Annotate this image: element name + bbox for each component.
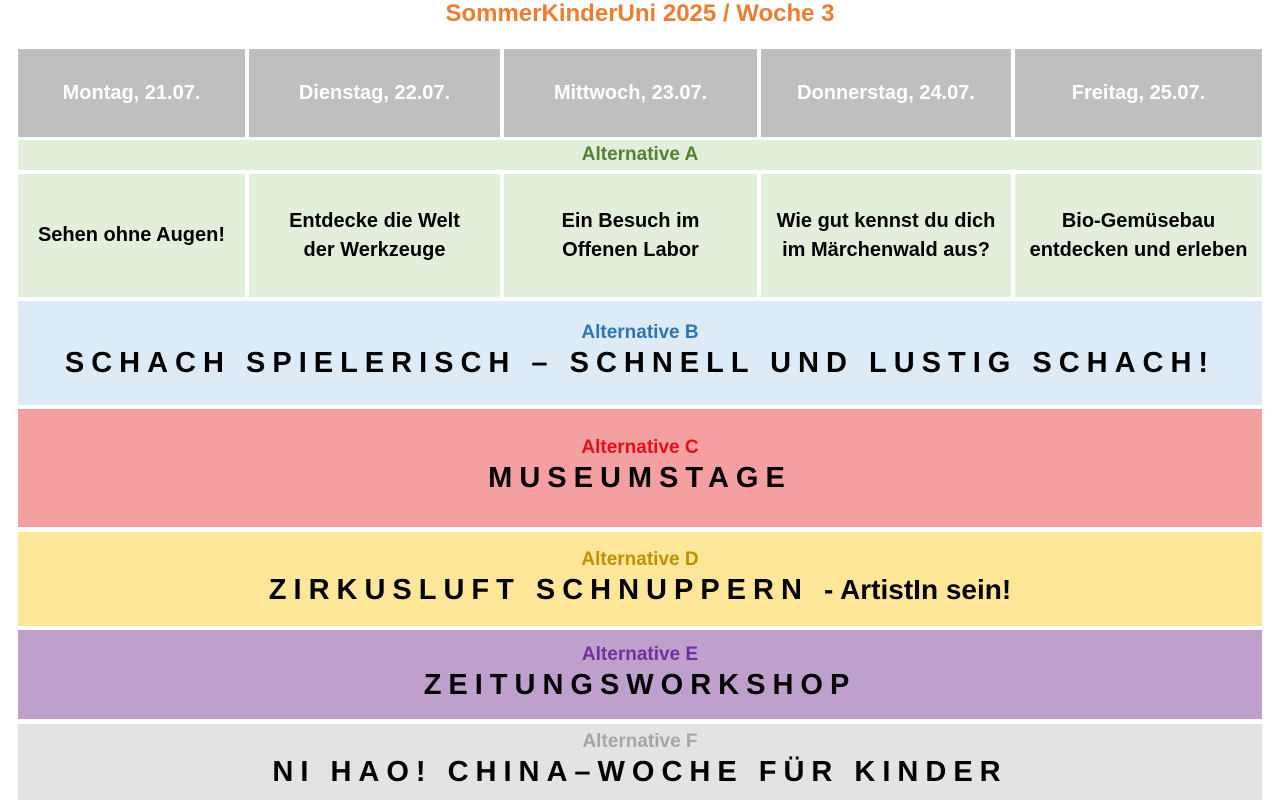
day-header-monday: Montag, 21.07. [18, 49, 249, 137]
day-header-row [18, 49, 1262, 137]
alternative-c-block [18, 409, 1262, 527]
cell-line: im Märchenwald aus? [782, 238, 990, 261]
alternative-b-title: SCHACH SPIELERISCH – SCHNELL UND LUSTIG SCHACH! [64, 347, 1216, 379]
alternative-f-label: Alternative F [582, 731, 698, 752]
cell-line: entdecken und erleben [1029, 238, 1248, 261]
day-header-tuesday: Dienstag, 22.07. [249, 49, 504, 137]
alternative-e-label: Alternative E [581, 644, 699, 665]
alternative-a-cell-friday [1015, 174, 1262, 297]
cell-line: Ein Besuch im [561, 209, 700, 232]
alternative-e-title: ZEITUNGSWORKSHOP [423, 669, 857, 701]
cell-line: Wie gut kennst du dich [776, 209, 996, 232]
cell-line: Offenen Labor [562, 238, 699, 261]
alternative-c-label: Alternative C [581, 437, 699, 458]
page-title: SommerKinderUni 2025 / Woche 3 [445, 0, 835, 27]
alternative-a-cell-tuesday [249, 174, 504, 297]
alternative-e-block [18, 630, 1262, 719]
alternative-d-title: ZIRKUSLUFT SCHNUPPERN [268, 574, 809, 606]
cell-line: Bio-Gemüsebau [1061, 209, 1216, 232]
cell-line: Entdecke die Welt [289, 209, 460, 232]
day-header-wednesday: Mittwoch, 23.07. [504, 49, 761, 137]
alternative-f-title: NI HAO! CHINA–WOCHE FÜR KINDER [272, 756, 1008, 788]
cell-line: Sehen ohne Augen! [37, 224, 226, 246]
alternative-a-cell-monday [18, 174, 249, 297]
alternative-b-block [18, 301, 1262, 405]
alternative-a-cell-wednesday [504, 174, 761, 297]
alternative-b-label: Alternative B [581, 322, 699, 343]
alternative-d-subtitle: - ArtistIn sein! [823, 574, 1012, 605]
alternative-a-cell-thursday [761, 174, 1015, 297]
alternative-c-title: MUSEUMSTAGE [488, 462, 792, 494]
day-header-friday: Freitag, 25.07. [1015, 49, 1262, 137]
alternative-d-label: Alternative D [581, 549, 699, 570]
alternative-f-block [18, 724, 1262, 800]
alternative-a-row [18, 174, 1262, 297]
day-header-thursday: Donnerstag, 24.07. [761, 49, 1015, 137]
alternative-a-label: Alternative A [18, 140, 1262, 170]
alternative-d-block [18, 532, 1262, 626]
alternative-d-title-line [18, 572, 1262, 608]
cell-line: der Werkzeuge [303, 238, 446, 261]
